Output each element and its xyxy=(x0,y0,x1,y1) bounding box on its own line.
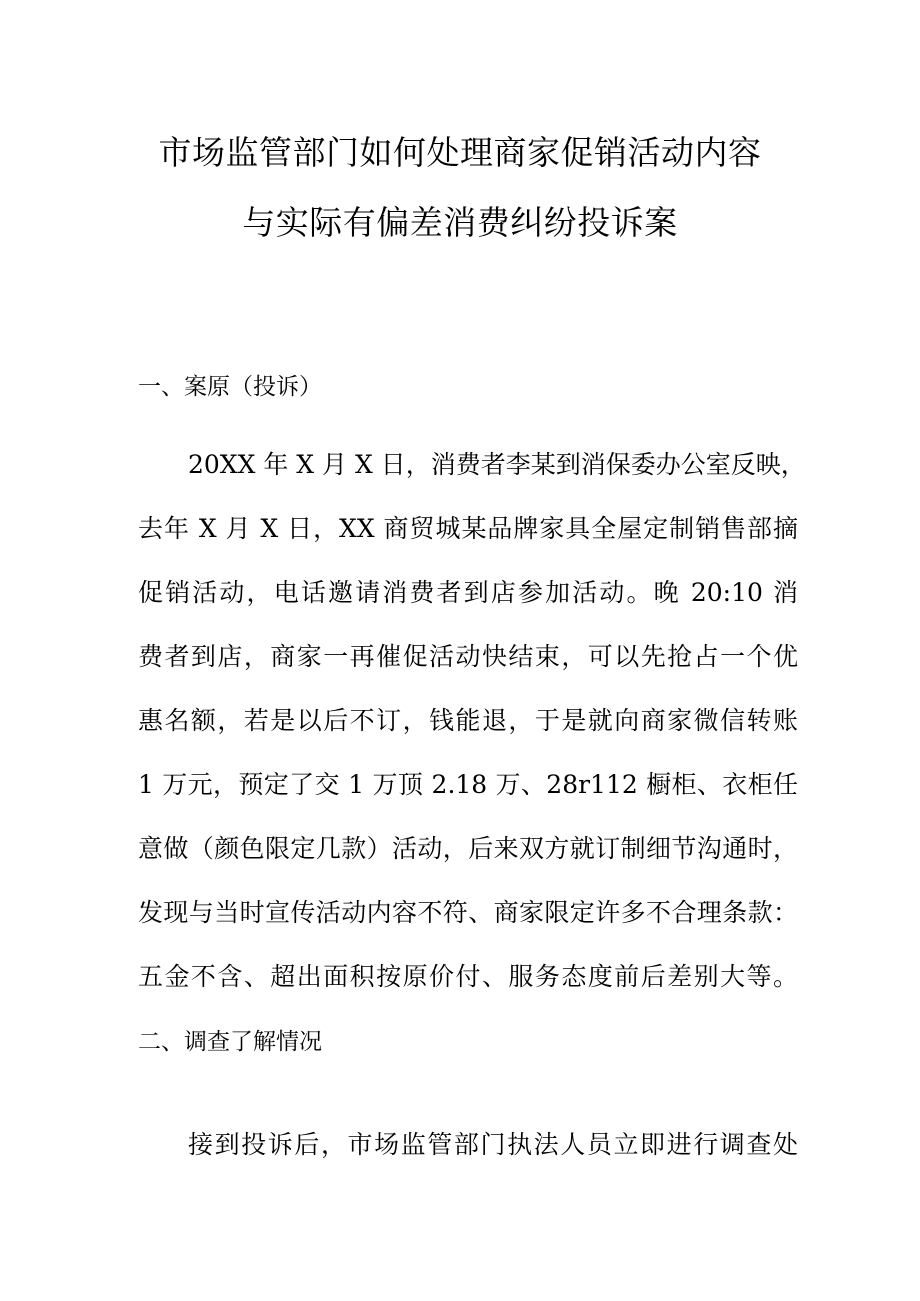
section-heading-investigation: 二、调查了解情况 xyxy=(138,1029,322,1055)
paragraph-line: 20XX 年 X 月 X 日，消费者李某到消保委办公室反映， xyxy=(188,450,806,479)
section-heading-complaint: 一、案原（投诉） xyxy=(138,374,322,400)
paragraph-line: 促销活动，电话邀请消费者到店参加活动。晚 20:10 消 xyxy=(138,578,798,607)
paragraph-line: 发现与当时宣传活动内容不符、商家限定许多不合理条款： xyxy=(138,898,798,927)
paragraph-line: 意做（颜色限定几款）活动，后来双方就订制细节沟通时， xyxy=(138,834,798,863)
paragraph-line: 惠名额，若是以后不订，钱能退，于是就向商家微信转账 xyxy=(138,706,798,735)
paragraph-line: 1 万元，预定了交 1 万顶 2.18 万、28r112 橱柜、衣柜任 xyxy=(138,770,798,799)
paragraph-line: 接到投诉后，市场监管部门执法人员立即进行调查处 xyxy=(188,1130,798,1159)
document-title-line-2: 与实际有偏差消费纠纷投诉案 xyxy=(242,203,678,242)
paragraph-line: 五金不含、超出面积按原价付、服务态度前后差别大等。 xyxy=(138,962,798,991)
paragraph-line: 去年 X 月 X 日，XX 商贸城某品牌家具全屋定制销售部摘 xyxy=(138,514,798,543)
document-title-line-1: 市场监管部门如何处理商家促销活动内容 xyxy=(158,133,762,172)
paragraph-line: 费者到店，商家一再催促活动快结束，可以先抢占一个优 xyxy=(138,642,798,671)
